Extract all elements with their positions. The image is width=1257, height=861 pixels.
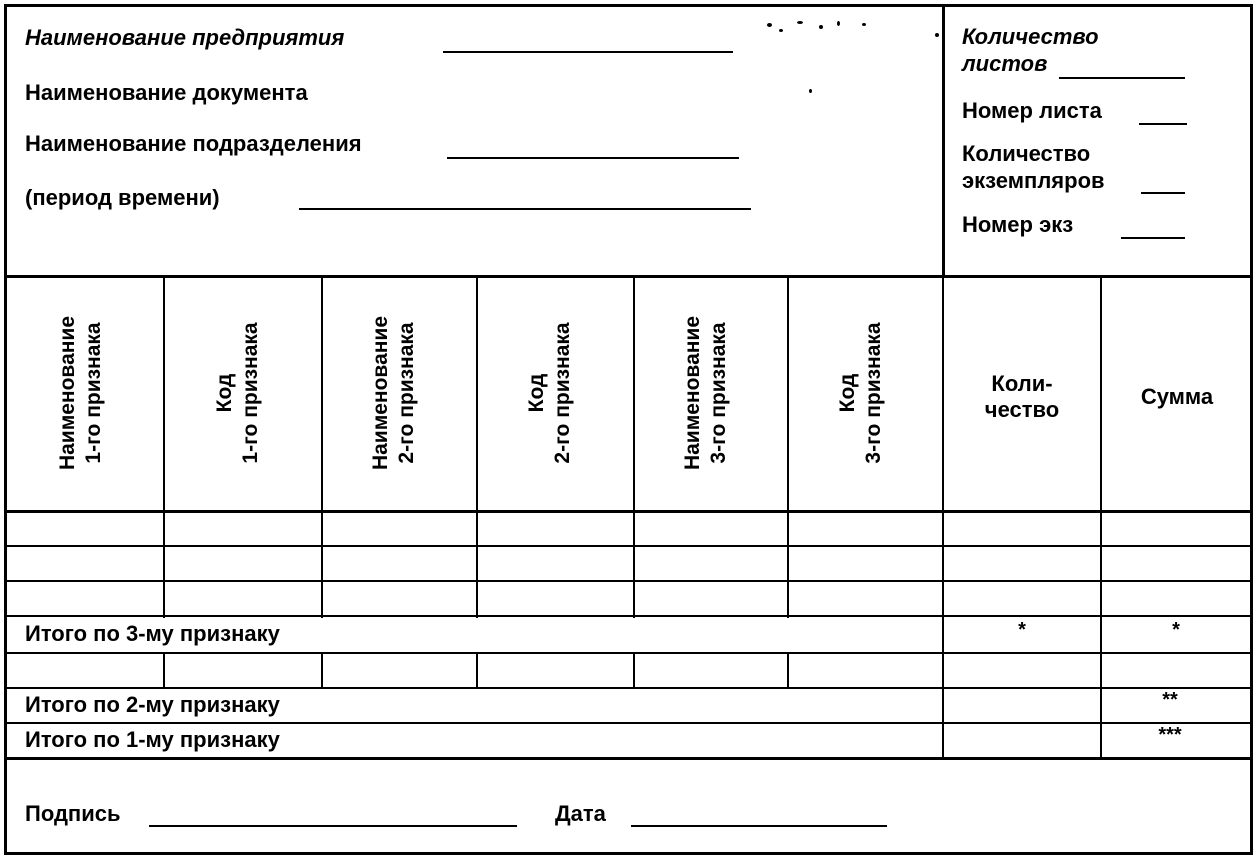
scan-speck (809, 89, 812, 93)
row-line (7, 722, 1250, 724)
total-first-sum-mark: *** (1158, 724, 1182, 746)
col-header-name-2: Наименование 2-го признака (369, 315, 418, 471)
row-line (7, 545, 1250, 547)
total-third-attribute-label: Итого по 3-му признаку (25, 621, 280, 646)
sheets-count-field[interactable] (1059, 77, 1185, 79)
date-field[interactable] (631, 825, 887, 827)
enterprise-name-label: Наименование предприятия (25, 25, 345, 50)
enterprise-name-field[interactable] (443, 51, 733, 53)
sheets-count-label: Количество листов (962, 24, 1099, 76)
table-bottom-border (7, 757, 1250, 760)
scan-speck (767, 23, 772, 27)
scan-speck (819, 25, 823, 29)
date-label: Дата (555, 801, 606, 826)
total-third-quantity-mark: * (1018, 619, 1026, 641)
table-top-border (7, 275, 1250, 278)
col-header-sum: Сумма (1140, 384, 1214, 409)
signature-label: Подпись (25, 801, 121, 826)
column-divider (787, 275, 789, 618)
col-header-code-1: Код 1-го признака (213, 322, 262, 464)
sheet-number-label: Номер листа (962, 98, 1102, 123)
col-header-quantity: Коли- чество (984, 371, 1060, 422)
scan-speck (862, 23, 866, 26)
column-divider (1100, 275, 1102, 758)
copies-count-field[interactable] (1141, 192, 1185, 194)
row-line (7, 615, 1250, 617)
total-first-attribute-label: Итого по 1-му признаку (25, 727, 280, 752)
column-divider (942, 275, 944, 758)
signature-field[interactable] (149, 825, 517, 827)
column-divider (476, 652, 478, 687)
col-header-code-3: Код 3-го признака (836, 322, 885, 464)
copy-number-field[interactable] (1121, 237, 1185, 239)
column-divider (163, 275, 165, 618)
report-form (4, 4, 1253, 855)
scan-speck (837, 21, 840, 26)
col-header-code-2: Код 2-го признака (525, 322, 574, 464)
document-name-label: Наименование документа (25, 80, 308, 105)
column-divider (321, 275, 323, 618)
sheet-number-field[interactable] (1139, 123, 1187, 125)
total-second-sum-mark: ** (1162, 689, 1178, 711)
column-divider (787, 652, 789, 687)
column-divider (321, 652, 323, 687)
period-field[interactable] (299, 208, 751, 210)
copies-count-label: Количество экземпляров (962, 141, 1105, 193)
col-header-name-3: Наименование 3-го признака (681, 315, 730, 471)
column-divider (633, 275, 635, 618)
row-line (7, 652, 1250, 654)
scan-speck (779, 29, 783, 32)
department-name-field[interactable] (447, 157, 739, 159)
scan-speck (797, 21, 803, 24)
department-name-label: Наименование подразделения (25, 131, 362, 156)
header-row-bottom (7, 510, 1250, 513)
column-divider (476, 275, 478, 618)
col-header-name-1: Наименование 1-го признака (56, 315, 105, 471)
total-second-attribute-label: Итого по 2-му признаку (25, 692, 280, 717)
total-third-sum-mark: * (1172, 619, 1180, 641)
column-divider (633, 652, 635, 687)
column-divider (163, 652, 165, 687)
scan-speck (935, 33, 939, 37)
row-line (7, 580, 1250, 582)
row-line (7, 687, 1250, 689)
header-divider (942, 7, 945, 275)
copy-number-label: Номер экз (962, 212, 1074, 237)
period-label: (период времени) (25, 185, 220, 210)
